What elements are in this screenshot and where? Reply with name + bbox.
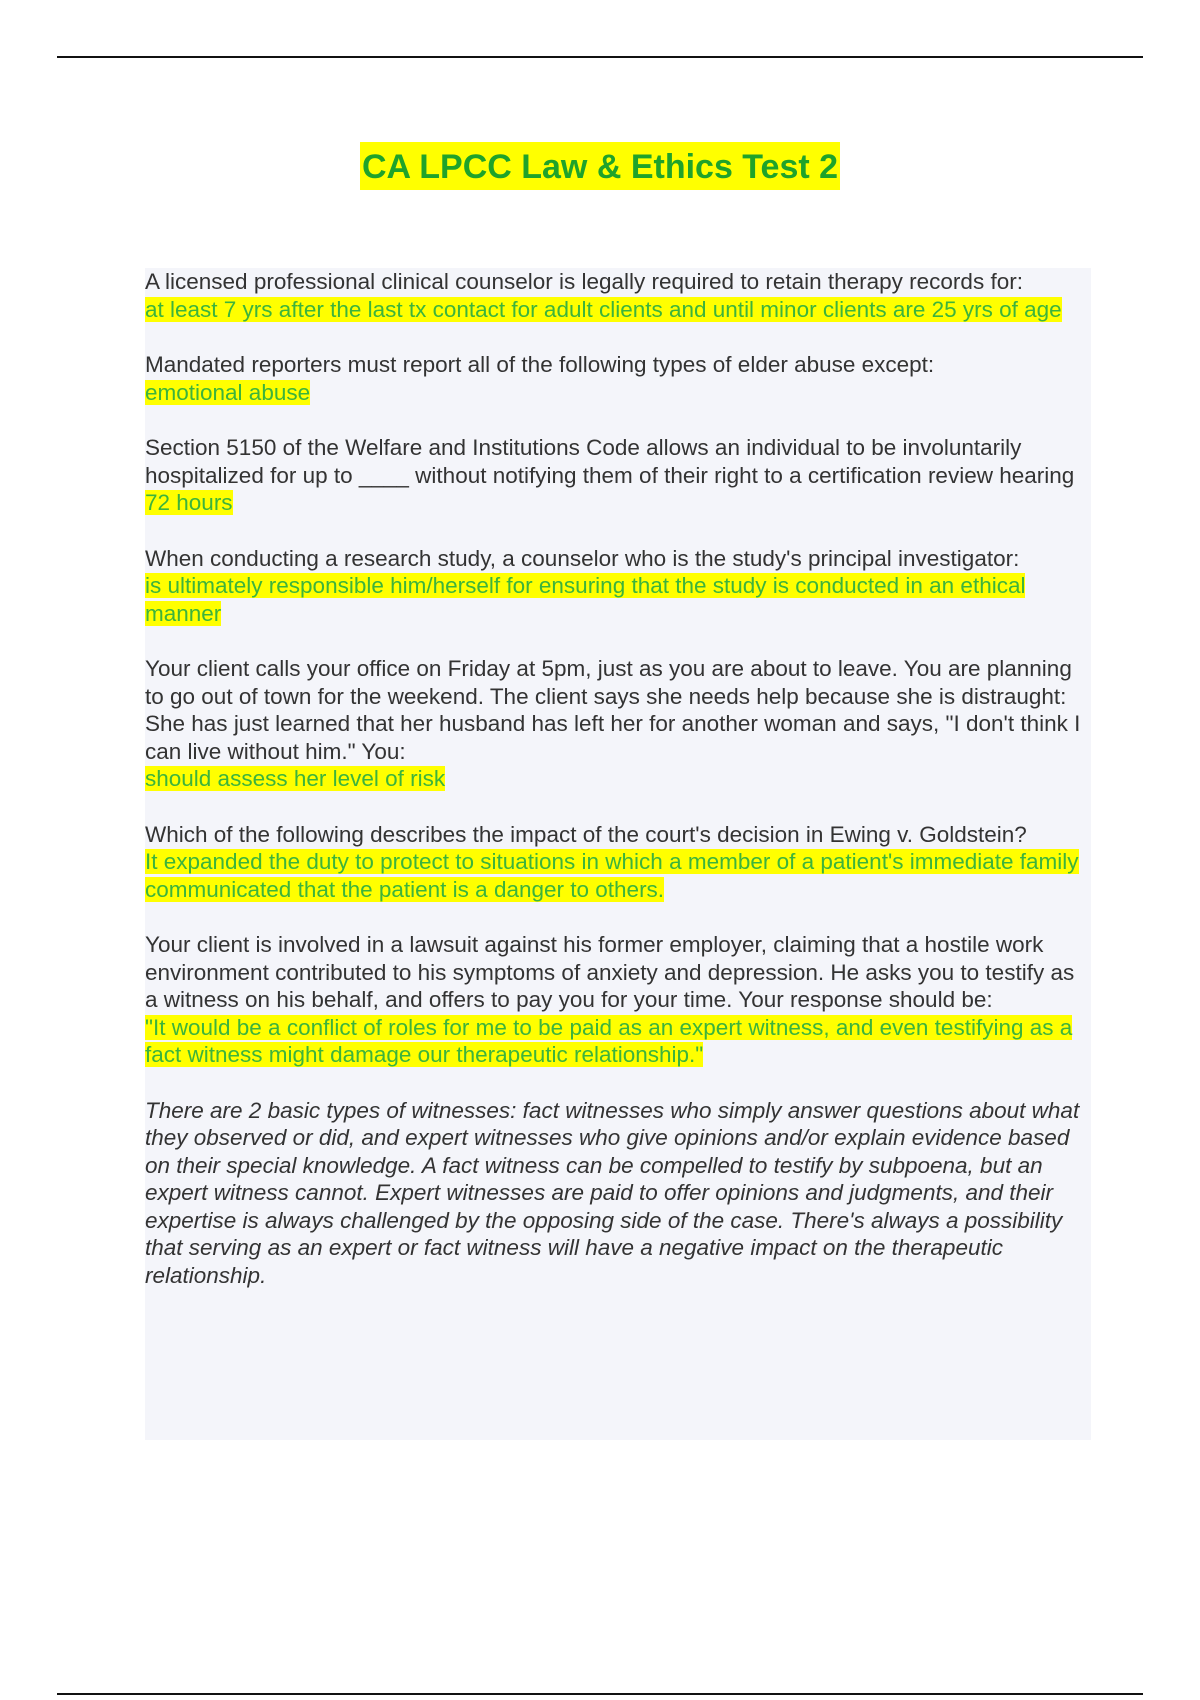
question-text: Your client calls your office on Friday at 5pm, just as you are about to leave. You are planning to go out of town for the weekend. The client says she needs help because she is distraught: She has just learned that her husband has left her for another woman and says, "I don't think I can live without him." You: <box>145 656 1081 764</box>
qa-item-7 <box>145 931 1091 1069</box>
bottom-rule <box>57 1693 1143 1695</box>
qa-item-5 <box>145 655 1091 793</box>
answer-text <box>145 572 1091 627</box>
answer-highlight: emotional abuse <box>145 379 311 405</box>
answer-text <box>145 765 1091 793</box>
answer-text <box>145 1014 1091 1069</box>
answer-highlight: at least 7 yrs after the last tx contact for adult clients and until minor clients are 25 yrs of age <box>145 296 1062 322</box>
title-container <box>0 142 1200 190</box>
answer-highlight: It expanded the duty to protect to situations in which a member of a patient's immediate family communicated that the patient is a danger to others. <box>145 849 1079 902</box>
answer-text <box>145 379 1091 407</box>
qa-item-2 <box>145 351 1091 406</box>
top-rule <box>57 56 1143 58</box>
question-text: When conducting a research study, a counselor who is the study's principal investigator: <box>145 545 1020 571</box>
qa-item-3 <box>145 434 1091 517</box>
answer-highlight: should assess her level of risk <box>145 766 446 791</box>
question-text: Your client is involved in a lawsuit against his former employer, claiming that a hostile work environment contributed to his symptoms of anxiety and depression. He asks you to testify as a witness on his behalf, and offers to pay you for your time. Your response should be: <box>145 932 1075 1012</box>
question-text: A licensed professional clinical counselor is legally required to retain therapy records for: <box>145 269 1023 294</box>
question-text: Which of the following describes the impact of the court's decision in Ewing v. Goldstein? <box>145 821 1027 847</box>
qa-content <box>145 268 1091 1440</box>
qa-item-4 <box>145 545 1091 628</box>
qa-item-1 <box>145 268 1091 323</box>
answer-text <box>145 296 1091 324</box>
qa-item-6 <box>145 821 1091 904</box>
explanation-text: There are 2 basic types of witnesses: fact witnesses who simply answer questions about what they observed or did, and expert witnesses who give opinions and/or explain evidence based on their special knowledge. A fact witness can be compelled to testify by subpoena, but an expert witness cannot. Expert witnesses are paid to offer opinions and judgments, and their expertise is always challenged by the opposing side of the case. There's always a possibility that serving as an expert or fact witness will have a negative impact on the therapeutic relationship. <box>145 1097 1080 1288</box>
answer-highlight: 72 hours <box>145 490 233 515</box>
answer-highlight: "It would be a conflict of roles for me to be paid as an expert witness, and even testifying as a fact witness might damage our therapeutic relationship." <box>145 1014 1073 1067</box>
answer-text <box>145 848 1091 903</box>
question-text: Mandated reporters must report all of the following types of elder abuse except: <box>145 352 935 377</box>
answer-highlight: is ultimately responsible him/herself for ensuring that the study is conducted in an ethical manner <box>145 573 1026 626</box>
document-title: CA LPCC Law & Ethics Test 2 <box>360 142 840 190</box>
answer-text <box>145 489 1091 517</box>
question-text: Section 5150 of the Welfare and Institutions Code allows an individual to be involuntarily hospitalized for up to ____ without notifying them of their right to a certification review hearing <box>145 435 1075 488</box>
